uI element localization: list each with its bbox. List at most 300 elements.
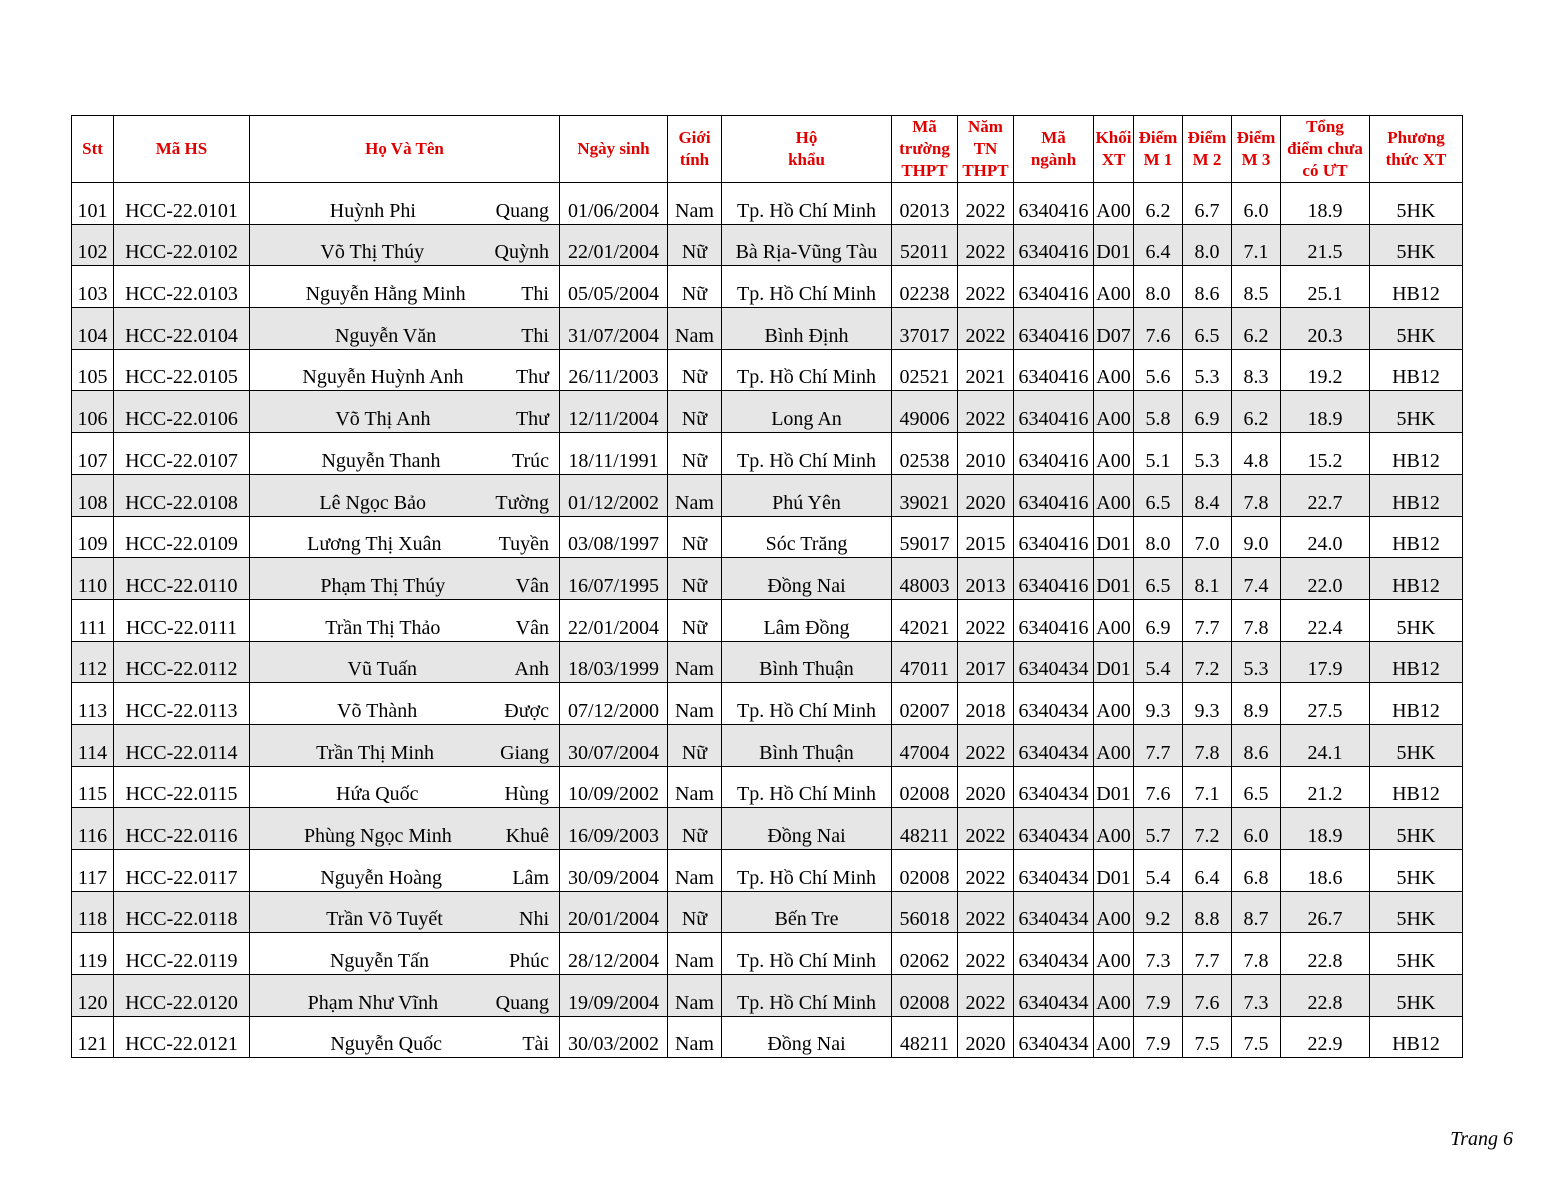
cell-phuong-thuc: HB12 (1370, 516, 1463, 558)
cell-diem-m2: 7.2 (1183, 808, 1232, 850)
cell-ma-nganh: 6340416 (1014, 391, 1094, 433)
cell-diem-m3: 7.8 (1232, 599, 1281, 641)
cell-tong-diem: 24.0 (1281, 516, 1370, 558)
cell-ma-hs: HCC-22.0118 (114, 891, 250, 933)
cell-gioi-tinh: Nam (668, 641, 722, 683)
cell-gioi-tinh: Nam (668, 975, 722, 1017)
cell-ngay-sinh: 18/03/1999 (560, 641, 668, 683)
cell-stt: 107 (72, 433, 114, 475)
cell-ma-truong: 02008 (892, 766, 958, 808)
cell-gioi-tinh: Nam (668, 1016, 722, 1058)
col-header-phuong-thuc: Phương thức XT (1370, 116, 1463, 183)
cell-diem-m2: 7.5 (1183, 1016, 1232, 1058)
cell-khoi-xt: D01 (1094, 224, 1134, 266)
ten: Tuyền (498, 533, 549, 556)
ho-dem: Trần Võ Tuyết (326, 908, 443, 931)
cell-phuong-thuc: 5HK (1370, 891, 1463, 933)
cell-ma-nganh: 6340434 (1014, 766, 1094, 808)
col-header-ngay-sinh: Ngày sinh (560, 116, 668, 183)
cell-ho-ten (250, 474, 560, 516)
cell-ho-ten (250, 975, 560, 1017)
cell-ma-nganh: 6340434 (1014, 933, 1094, 975)
cell-stt: 106 (72, 391, 114, 433)
cell-stt: 114 (72, 724, 114, 766)
cell-ngay-sinh: 16/07/1995 (560, 558, 668, 600)
cell-diem-m1: 6.9 (1134, 599, 1183, 641)
cell-tong-diem: 26.7 (1281, 891, 1370, 933)
cell-nam-tn: 2022 (958, 808, 1014, 850)
cell-tong-diem: 21.5 (1281, 224, 1370, 266)
cell-diem-m3: 4.8 (1232, 433, 1281, 475)
cell-ho-khau: Phú Yên (722, 474, 892, 516)
cell-diem-m1: 9.3 (1134, 683, 1183, 725)
ho-dem: Lê Ngọc Bảo (319, 491, 426, 514)
header-row (72, 116, 1463, 183)
cell-gioi-tinh: Nữ (668, 558, 722, 600)
table-row (72, 266, 1463, 308)
cell-nam-tn: 2010 (958, 433, 1014, 475)
cell-gioi-tinh: Nam (668, 308, 722, 350)
cell-khoi-xt: A00 (1094, 683, 1134, 725)
cell-nam-tn: 2022 (958, 391, 1014, 433)
table-row (72, 349, 1463, 391)
cell-ngay-sinh: 16/09/2003 (560, 808, 668, 850)
cell-gioi-tinh: Nam (668, 683, 722, 725)
ten: Thư (515, 408, 549, 431)
cell-diem-m1: 6.2 (1134, 183, 1183, 225)
cell-diem-m3: 9.0 (1232, 516, 1281, 558)
cell-stt: 119 (72, 933, 114, 975)
cell-stt: 110 (72, 558, 114, 600)
cell-diem-m1: 5.1 (1134, 433, 1183, 475)
cell-tong-diem: 22.9 (1281, 1016, 1370, 1058)
cell-tong-diem: 18.9 (1281, 808, 1370, 850)
ho-dem: Hứa Quốc (336, 783, 419, 806)
cell-ma-truong: 47011 (892, 641, 958, 683)
cell-ma-nganh: 6340434 (1014, 1016, 1094, 1058)
ho-dem: Lương Thị Xuân (307, 533, 442, 556)
cell-diem-m1: 9.2 (1134, 891, 1183, 933)
cell-ho-khau: Tp. Hồ Chí Minh (722, 683, 892, 725)
ten: Tường (495, 491, 549, 514)
cell-diem-m3: 8.9 (1232, 683, 1281, 725)
cell-ma-hs: HCC-22.0106 (114, 391, 250, 433)
cell-diem-m3: 8.7 (1232, 891, 1281, 933)
cell-diem-m1: 6.4 (1134, 224, 1183, 266)
cell-phuong-thuc: HB12 (1370, 433, 1463, 475)
col-header-diem-m3: Điểm M 3 (1232, 116, 1281, 183)
cell-ma-hs: HCC-22.0116 (114, 808, 250, 850)
cell-ho-ten (250, 433, 560, 475)
cell-diem-m1: 7.9 (1134, 1016, 1183, 1058)
cell-nam-tn: 2022 (958, 850, 1014, 892)
table-row (72, 433, 1463, 475)
cell-tong-diem: 17.9 (1281, 641, 1370, 683)
ten: Nhi (519, 908, 549, 931)
col-header-nam-tn: Năm TN THPT (958, 116, 1014, 183)
cell-nam-tn: 2018 (958, 683, 1014, 725)
cell-diem-m2: 5.3 (1183, 433, 1232, 475)
cell-ho-ten (250, 558, 560, 600)
cell-diem-m2: 7.7 (1183, 599, 1232, 641)
cell-diem-m3: 6.8 (1232, 850, 1281, 892)
ten: Vân (515, 574, 549, 597)
cell-diem-m1: 6.5 (1134, 558, 1183, 600)
cell-tong-diem: 18.9 (1281, 391, 1370, 433)
cell-diem-m2: 6.4 (1183, 850, 1232, 892)
cell-ngay-sinh: 22/01/2004 (560, 224, 668, 266)
cell-ho-ten (250, 683, 560, 725)
cell-ho-ten (250, 224, 560, 266)
cell-diem-m3: 7.3 (1232, 975, 1281, 1017)
cell-ma-hs: HCC-22.0109 (114, 516, 250, 558)
cell-khoi-xt: A00 (1094, 891, 1134, 933)
cell-ma-truong: 02062 (892, 933, 958, 975)
cell-nam-tn: 2022 (958, 266, 1014, 308)
ten: Phúc (509, 950, 549, 973)
ten: Thư (515, 366, 549, 389)
ten: Giang (500, 741, 549, 764)
ten: Anh (514, 658, 549, 681)
cell-ma-truong: 47004 (892, 724, 958, 766)
cell-tong-diem: 27.5 (1281, 683, 1370, 725)
cell-ngay-sinh: 26/11/2003 (560, 349, 668, 391)
ho-dem: Trần Thị Minh (316, 741, 434, 764)
cell-ho-khau: Tp. Hồ Chí Minh (722, 266, 892, 308)
cell-khoi-xt: A00 (1094, 1016, 1134, 1058)
cell-ma-truong: 02008 (892, 975, 958, 1017)
cell-phuong-thuc: 5HK (1370, 183, 1463, 225)
cell-stt: 108 (72, 474, 114, 516)
cell-diem-m2: 6.7 (1183, 183, 1232, 225)
ho-dem: Võ Thành (337, 699, 418, 722)
cell-ho-khau: Tp. Hồ Chí Minh (722, 850, 892, 892)
cell-ma-nganh: 6340434 (1014, 975, 1094, 1017)
cell-ma-hs: HCC-22.0111 (114, 599, 250, 641)
cell-ho-khau: Long An (722, 391, 892, 433)
cell-tong-diem: 21.2 (1281, 766, 1370, 808)
cell-ngay-sinh: 31/07/2004 (560, 308, 668, 350)
cell-ma-truong: 52011 (892, 224, 958, 266)
cell-tong-diem: 22.0 (1281, 558, 1370, 600)
cell-diem-m2: 8.8 (1183, 891, 1232, 933)
cell-stt: 116 (72, 808, 114, 850)
cell-stt: 113 (72, 683, 114, 725)
cell-ma-nganh: 6340434 (1014, 891, 1094, 933)
cell-ma-truong: 42021 (892, 599, 958, 641)
cell-diem-m2: 6.5 (1183, 308, 1232, 350)
cell-khoi-xt: A00 (1094, 599, 1134, 641)
ho-dem: Phạm Như Vĩnh (307, 991, 439, 1014)
table-row (72, 599, 1463, 641)
cell-nam-tn: 2013 (958, 558, 1014, 600)
cell-ngay-sinh: 30/03/2002 (560, 1016, 668, 1058)
cell-diem-m1: 8.0 (1134, 516, 1183, 558)
cell-stt: 102 (72, 224, 114, 266)
cell-diem-m2: 7.0 (1183, 516, 1232, 558)
col-header-diem-m2: Điểm M 2 (1183, 116, 1232, 183)
cell-stt: 111 (72, 599, 114, 641)
cell-gioi-tinh: Nữ (668, 391, 722, 433)
cell-diem-m3: 7.8 (1232, 933, 1281, 975)
table-row (72, 308, 1463, 350)
cell-ma-hs: HCC-22.0121 (114, 1016, 250, 1058)
cell-ma-nganh: 6340416 (1014, 474, 1094, 516)
col-header-stt: Stt (72, 116, 114, 183)
cell-ho-khau: Tp. Hồ Chí Minh (722, 975, 892, 1017)
cell-stt: 105 (72, 349, 114, 391)
cell-nam-tn: 2017 (958, 641, 1014, 683)
cell-gioi-tinh: Nam (668, 933, 722, 975)
cell-ngay-sinh: 22/01/2004 (560, 599, 668, 641)
cell-diem-m1: 7.9 (1134, 975, 1183, 1017)
table-row (72, 933, 1463, 975)
cell-diem-m1: 8.0 (1134, 266, 1183, 308)
cell-phuong-thuc: HB12 (1370, 558, 1463, 600)
cell-ngay-sinh: 28/12/2004 (560, 933, 668, 975)
cell-diem-m2: 7.7 (1183, 933, 1232, 975)
cell-ho-khau: Bà Rịa-Vũng Tàu (722, 224, 892, 266)
cell-ho-khau: Bình Thuận (722, 724, 892, 766)
cell-ma-nganh: 6340434 (1014, 683, 1094, 725)
ho-dem: Trần Thị Thảo (325, 616, 441, 639)
cell-ngay-sinh: 18/11/1991 (560, 433, 668, 475)
cell-ma-hs: HCC-22.0103 (114, 266, 250, 308)
cell-diem-m1: 7.3 (1134, 933, 1183, 975)
cell-nam-tn: 2022 (958, 308, 1014, 350)
cell-diem-m2: 5.3 (1183, 349, 1232, 391)
cell-ma-hs: HCC-22.0104 (114, 308, 250, 350)
cell-ma-truong: 37017 (892, 308, 958, 350)
cell-ma-truong: 49006 (892, 391, 958, 433)
cell-tong-diem: 24.1 (1281, 724, 1370, 766)
cell-ma-hs: HCC-22.0102 (114, 224, 250, 266)
cell-nam-tn: 2021 (958, 349, 1014, 391)
cell-ma-nganh: 6340434 (1014, 724, 1094, 766)
cell-ma-hs: HCC-22.0115 (114, 766, 250, 808)
cell-ho-khau: Đồng Nai (722, 1016, 892, 1058)
cell-ngay-sinh: 19/09/2004 (560, 975, 668, 1017)
ho-dem: Nguyễn Quốc (330, 1033, 442, 1056)
cell-ho-ten (250, 724, 560, 766)
cell-khoi-xt: A00 (1094, 474, 1134, 516)
cell-ho-ten (250, 308, 560, 350)
ten: Thi (521, 324, 549, 347)
ten: Quang (495, 991, 549, 1014)
cell-diem-m3: 5.3 (1232, 641, 1281, 683)
cell-gioi-tinh: Nam (668, 474, 722, 516)
cell-nam-tn: 2022 (958, 183, 1014, 225)
cell-ma-truong: 56018 (892, 891, 958, 933)
table-row (72, 1016, 1463, 1058)
table-row (72, 850, 1463, 892)
col-header-khoi-xt: Khối XT (1094, 116, 1134, 183)
cell-tong-diem: 18.6 (1281, 850, 1370, 892)
col-header-ma-truong: Mã trường THPT (892, 116, 958, 183)
cell-khoi-xt: D07 (1094, 308, 1134, 350)
ten: Tài (522, 1033, 549, 1056)
ho-dem: Phùng Ngọc Minh (303, 825, 452, 847)
cell-gioi-tinh: Nữ (668, 224, 722, 266)
ten: Khuê (505, 825, 549, 847)
cell-tong-diem: 19.2 (1281, 349, 1370, 391)
cell-ho-ten (250, 183, 560, 225)
cell-khoi-xt: D01 (1094, 516, 1134, 558)
table-row (72, 224, 1463, 266)
cell-phuong-thuc: 5HK (1370, 308, 1463, 350)
table-row (72, 558, 1463, 600)
cell-gioi-tinh: Nữ (668, 433, 722, 475)
cell-diem-m2: 9.3 (1183, 683, 1232, 725)
cell-phuong-thuc: 5HK (1370, 724, 1463, 766)
table-row (72, 891, 1463, 933)
cell-nam-tn: 2020 (958, 474, 1014, 516)
ho-dem: Vũ Tuấn (347, 658, 418, 681)
cell-ma-truong: 39021 (892, 474, 958, 516)
cell-phuong-thuc: 5HK (1370, 391, 1463, 433)
cell-ho-ten (250, 266, 560, 308)
cell-diem-m3: 7.5 (1232, 1016, 1281, 1058)
cell-nam-tn: 2022 (958, 891, 1014, 933)
cell-stt: 118 (72, 891, 114, 933)
cell-gioi-tinh: Nam (668, 850, 722, 892)
cell-diem-m3: 7.8 (1232, 474, 1281, 516)
cell-nam-tn: 2022 (958, 975, 1014, 1017)
table-row (72, 516, 1463, 558)
page-number: Trang 6 (1450, 1128, 1513, 1150)
cell-diem-m2: 8.0 (1183, 224, 1232, 266)
cell-ma-truong: 02007 (892, 683, 958, 725)
cell-ma-truong: 59017 (892, 516, 958, 558)
cell-ho-khau: Tp. Hồ Chí Minh (722, 349, 892, 391)
cell-ho-khau: Lâm Đồng (722, 599, 892, 641)
cell-tong-diem: 22.8 (1281, 933, 1370, 975)
cell-stt: 101 (72, 183, 114, 225)
cell-khoi-xt: D01 (1094, 641, 1134, 683)
table-row (72, 391, 1463, 433)
student-roster-table (71, 115, 1463, 1058)
cell-gioi-tinh: Nam (668, 183, 722, 225)
cell-nam-tn: 2022 (958, 599, 1014, 641)
ho-dem: Nguyễn Tấn (329, 950, 430, 973)
cell-ma-hs: HCC-22.0113 (114, 683, 250, 725)
cell-tong-diem: 22.4 (1281, 599, 1370, 641)
ho-dem: Nguyễn Huỳnh Anh (302, 366, 464, 389)
cell-ho-khau: Bình Định (722, 308, 892, 350)
table-row (72, 724, 1463, 766)
cell-diem-m1: 5.4 (1134, 850, 1183, 892)
cell-ma-hs: HCC-22.0105 (114, 349, 250, 391)
cell-stt: 121 (72, 1016, 114, 1058)
cell-tong-diem: 25.1 (1281, 266, 1370, 308)
cell-ma-hs: HCC-22.0120 (114, 975, 250, 1017)
cell-phuong-thuc: 5HK (1370, 975, 1463, 1017)
cell-ma-nganh: 6340416 (1014, 266, 1094, 308)
cell-gioi-tinh: Nữ (668, 724, 722, 766)
cell-ma-nganh: 6340416 (1014, 599, 1094, 641)
ho-dem: Võ Thị Anh (335, 408, 431, 431)
cell-diem-m1: 6.5 (1134, 474, 1183, 516)
ho-dem: Huỳnh Phi (329, 199, 416, 222)
cell-ngay-sinh: 05/05/2004 (560, 266, 668, 308)
cell-khoi-xt: A00 (1094, 808, 1134, 850)
cell-ma-hs: HCC-22.0107 (114, 433, 250, 475)
cell-ho-ten (250, 1016, 560, 1058)
cell-nam-tn: 2022 (958, 224, 1014, 266)
cell-ma-nganh: 6340416 (1014, 349, 1094, 391)
cell-ho-ten (250, 891, 560, 933)
cell-diem-m1: 7.6 (1134, 308, 1183, 350)
ten: Được (504, 699, 549, 722)
cell-ho-khau: Tp. Hồ Chí Minh (722, 766, 892, 808)
col-header-ho-ten: Họ Và Tên (250, 116, 560, 183)
cell-ma-truong: 48211 (892, 808, 958, 850)
cell-gioi-tinh: Nữ (668, 808, 722, 850)
cell-tong-diem: 18.9 (1281, 183, 1370, 225)
cell-phuong-thuc: HB12 (1370, 683, 1463, 725)
cell-ho-khau: Tp. Hồ Chí Minh (722, 433, 892, 475)
cell-ma-truong: 02008 (892, 850, 958, 892)
cell-ma-truong: 02013 (892, 183, 958, 225)
cell-ho-ten (250, 516, 560, 558)
cell-khoi-xt: A00 (1094, 724, 1134, 766)
cell-nam-tn: 2020 (958, 1016, 1014, 1058)
cell-gioi-tinh: Nữ (668, 516, 722, 558)
cell-diem-m3: 8.5 (1232, 266, 1281, 308)
table-row (72, 683, 1463, 725)
cell-ho-ten (250, 933, 560, 975)
cell-ma-nganh: 6340416 (1014, 433, 1094, 475)
cell-phuong-thuc: 5HK (1370, 808, 1463, 850)
col-header-ma-hs: Mã HS (114, 116, 250, 183)
cell-phuong-thuc: HB12 (1370, 266, 1463, 308)
cell-phuong-thuc: 5HK (1370, 224, 1463, 266)
cell-diem-m3: 7.1 (1232, 224, 1281, 266)
cell-ma-nganh: 6340434 (1014, 850, 1094, 892)
ho-dem: Nguyễn Hằng Minh (305, 283, 466, 306)
cell-ngay-sinh: 01/12/2002 (560, 474, 668, 516)
cell-diem-m1: 5.6 (1134, 349, 1183, 391)
cell-tong-diem: 22.8 (1281, 975, 1370, 1017)
cell-khoi-xt: D01 (1094, 558, 1134, 600)
table-row (72, 766, 1463, 808)
cell-phuong-thuc: 5HK (1370, 850, 1463, 892)
cell-stt: 104 (72, 308, 114, 350)
cell-diem-m1: 7.6 (1134, 766, 1183, 808)
cell-phuong-thuc: HB12 (1370, 766, 1463, 808)
cell-stt: 115 (72, 766, 114, 808)
cell-khoi-xt: A00 (1094, 433, 1134, 475)
cell-nam-tn: 2022 (958, 933, 1014, 975)
cell-ho-ten (250, 641, 560, 683)
cell-diem-m3: 7.4 (1232, 558, 1281, 600)
ho-dem: Võ Thị Thúy (320, 241, 425, 264)
cell-gioi-tinh: Nữ (668, 266, 722, 308)
cell-diem-m2: 8.6 (1183, 266, 1232, 308)
cell-gioi-tinh: Nữ (668, 349, 722, 391)
cell-nam-tn: 2022 (958, 724, 1014, 766)
col-header-diem-m1: Điểm M 1 (1134, 116, 1183, 183)
cell-diem-m2: 6.9 (1183, 391, 1232, 433)
cell-phuong-thuc: HB12 (1370, 474, 1463, 516)
cell-diem-m3: 6.2 (1232, 391, 1281, 433)
cell-ho-khau: Đồng Nai (722, 558, 892, 600)
table-row (72, 641, 1463, 683)
cell-ma-nganh: 6340416 (1014, 516, 1094, 558)
cell-ho-khau: Bình Thuận (722, 641, 892, 683)
cell-phuong-thuc: HB12 (1370, 641, 1463, 683)
cell-diem-m3: 8.3 (1232, 349, 1281, 391)
